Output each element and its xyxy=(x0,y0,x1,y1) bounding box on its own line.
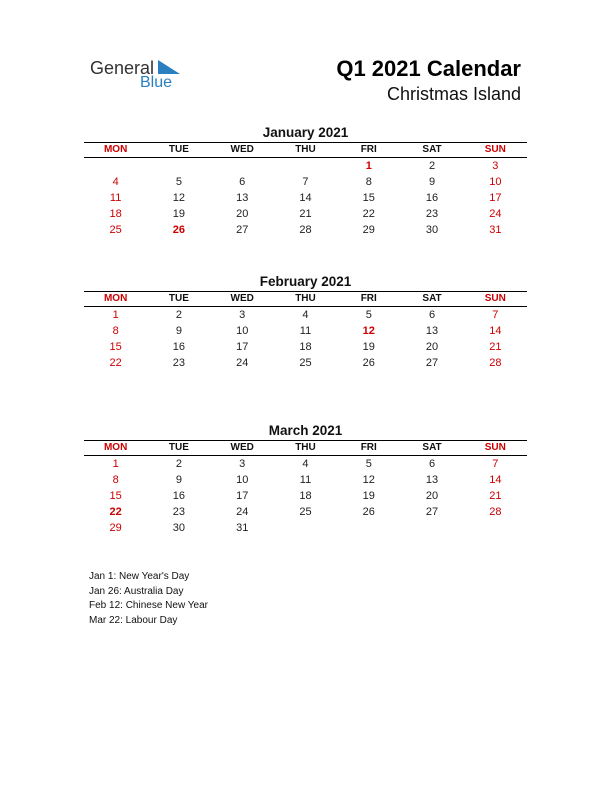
day-cell: 24 xyxy=(236,506,249,518)
day-cell: 14 xyxy=(299,192,312,204)
day-cell: 8 xyxy=(112,474,119,486)
day-cell: 4 xyxy=(302,458,309,470)
day-cell: 24 xyxy=(489,208,502,220)
day-cell: 13 xyxy=(236,192,249,204)
day-cell: 20 xyxy=(425,341,439,353)
day-cell: 18 xyxy=(299,341,312,353)
logo-text-general: General xyxy=(90,58,155,78)
day-cell: 3 xyxy=(492,160,499,172)
week-row xyxy=(84,339,527,355)
day-cell: 8 xyxy=(112,325,119,337)
month-january xyxy=(84,124,527,238)
weekday-header: MON xyxy=(103,144,128,155)
weekday-header: TUE xyxy=(168,293,189,304)
day-cell: 30 xyxy=(172,522,186,534)
weekday-header-row xyxy=(84,142,527,158)
day-cell xyxy=(400,520,463,536)
day-cell: 27 xyxy=(425,506,439,518)
day-cell: 9 xyxy=(175,325,182,337)
day-cell: 3 xyxy=(239,309,246,321)
weekday-header: SUN xyxy=(484,293,506,304)
day-cell: 21 xyxy=(299,208,312,220)
day-cell: 2 xyxy=(428,160,436,172)
day-cell: 25 xyxy=(299,506,312,518)
day-cell: 2 xyxy=(175,309,182,321)
weekday-header: SAT xyxy=(422,144,442,155)
day-cell: 19 xyxy=(172,208,186,220)
weekday-header-row xyxy=(84,291,527,307)
brand-logo xyxy=(90,56,200,96)
weekday-header: FRI xyxy=(360,442,377,453)
holiday-note: Jan 26: Australia Day xyxy=(89,585,184,597)
day-cell: 18 xyxy=(299,490,312,502)
weekday-header: WED xyxy=(230,293,254,304)
logo-flag-icon xyxy=(158,60,180,74)
day-cell: 9 xyxy=(175,474,182,486)
day-cell: 11 xyxy=(109,192,122,204)
day-cell: 23 xyxy=(172,506,186,518)
day-cell: 5 xyxy=(175,176,182,188)
month-title: January 2021 xyxy=(262,125,349,140)
week-row xyxy=(84,158,527,174)
day-cell: 7 xyxy=(302,176,309,188)
day-cell: 18 xyxy=(109,208,122,220)
day-cell: 22 xyxy=(109,357,122,369)
day-cell: 11 xyxy=(299,474,312,486)
day-cell: 16 xyxy=(425,192,439,204)
week-row xyxy=(84,190,527,206)
day-cell: 22 xyxy=(109,506,122,518)
week-row xyxy=(84,472,527,488)
day-cell: 28 xyxy=(489,506,502,518)
day-cell: 14 xyxy=(489,474,502,486)
day-cell: 28 xyxy=(299,224,312,236)
day-cell: 1 xyxy=(112,309,119,321)
week-row xyxy=(84,488,527,504)
day-cell: 3 xyxy=(239,458,246,470)
day-cell: 4 xyxy=(302,309,309,321)
weekday-header: WED xyxy=(230,442,254,453)
day-cell: 23 xyxy=(172,357,186,369)
holiday-note: Mar 22: Labour Day xyxy=(89,614,178,626)
week-row xyxy=(84,222,527,238)
weekday-header: THU xyxy=(295,144,316,155)
day-cell: 29 xyxy=(109,522,122,534)
day-cell: 25 xyxy=(109,224,122,236)
month-title: March 2021 xyxy=(268,423,343,438)
weekday-header: MON xyxy=(103,442,128,453)
weekday-header: TUE xyxy=(168,442,189,453)
day-cell: 22 xyxy=(362,208,375,220)
day-cell: 1 xyxy=(365,160,372,172)
week-row xyxy=(84,520,527,536)
day-cell: 10 xyxy=(236,325,249,337)
day-cell: 27 xyxy=(425,357,439,369)
week-row xyxy=(84,174,527,190)
weekday-header: MON xyxy=(103,293,128,304)
weekday-header: THU xyxy=(295,442,316,453)
day-cell: 12 xyxy=(172,192,186,204)
holiday-note: Jan 1: New Year's Day xyxy=(89,571,190,582)
day-cell: 2 xyxy=(175,458,182,470)
day-cell: 10 xyxy=(489,176,502,188)
weekday-header-row xyxy=(84,440,527,456)
weekday-header: TUE xyxy=(168,144,189,155)
weekday-header: THU xyxy=(295,293,316,304)
day-cell: 7 xyxy=(492,458,499,470)
day-cell: 23 xyxy=(425,208,439,220)
day-cell: 20 xyxy=(425,490,439,502)
day-cell: 20 xyxy=(236,208,249,220)
logo-text-blue: Blue xyxy=(140,74,173,91)
day-cell: 15 xyxy=(109,490,122,502)
day-cell: 4 xyxy=(112,176,119,188)
month-february xyxy=(84,273,527,371)
day-cell xyxy=(147,158,210,174)
month-march xyxy=(84,422,527,536)
weekday-header: SAT xyxy=(422,293,442,304)
day-cell: 21 xyxy=(489,490,502,502)
day-cell: 16 xyxy=(172,490,186,502)
day-cell: 7 xyxy=(492,309,499,321)
day-cell: 6 xyxy=(428,309,436,321)
day-cell: 12 xyxy=(362,474,375,486)
day-cell: 26 xyxy=(172,224,186,236)
day-cell: 14 xyxy=(489,325,502,337)
weekday-header: FRI xyxy=(360,144,377,155)
day-cell: 28 xyxy=(489,357,502,369)
day-cell: 31 xyxy=(236,522,249,534)
day-cell: 17 xyxy=(236,341,249,353)
day-cell: 26 xyxy=(362,506,375,518)
day-cell: 15 xyxy=(109,341,122,353)
weekday-header: FRI xyxy=(360,293,377,304)
day-cell xyxy=(211,158,274,174)
weekday-header: SAT xyxy=(422,442,442,453)
day-cell: 27 xyxy=(236,224,249,236)
weekday-header: WED xyxy=(230,144,254,155)
day-cell xyxy=(464,520,527,536)
week-row xyxy=(84,323,527,339)
day-cell: 17 xyxy=(236,490,249,502)
day-cell: 24 xyxy=(236,357,249,369)
day-cell: 15 xyxy=(362,192,375,204)
day-cell: 6 xyxy=(428,458,436,470)
day-cell: 30 xyxy=(425,224,439,236)
day-cell: 19 xyxy=(362,490,375,502)
weekday-header: SUN xyxy=(484,144,506,155)
day-cell: 17 xyxy=(489,192,502,204)
day-cell: 13 xyxy=(425,474,439,486)
day-cell: 13 xyxy=(425,325,439,337)
day-cell: 11 xyxy=(299,325,312,337)
month-title: February 2021 xyxy=(259,274,352,289)
day-cell xyxy=(274,158,337,174)
page-subtitle: Christmas Island xyxy=(386,84,521,104)
holiday-note: Feb 12: Chinese New Year xyxy=(89,600,208,611)
day-cell xyxy=(274,520,337,536)
day-cell: 31 xyxy=(489,224,502,236)
day-cell xyxy=(337,520,400,536)
day-cell: 16 xyxy=(172,341,186,353)
day-cell: 8 xyxy=(365,176,372,188)
day-cell: 9 xyxy=(428,176,436,188)
day-cell xyxy=(84,158,147,174)
week-row xyxy=(84,456,527,472)
week-row xyxy=(84,355,527,371)
week-row xyxy=(84,206,527,222)
day-cell: 5 xyxy=(365,458,372,470)
day-cell: 5 xyxy=(365,309,372,321)
day-cell: 29 xyxy=(362,224,375,236)
day-cell: 10 xyxy=(236,474,249,486)
day-cell: 25 xyxy=(299,357,312,369)
week-row xyxy=(84,504,527,520)
week-row xyxy=(84,307,527,323)
weekday-header: SUN xyxy=(484,442,506,453)
day-cell: 21 xyxy=(489,341,502,353)
day-cell: 26 xyxy=(362,357,375,369)
day-cell: 12 xyxy=(362,325,375,337)
holiday-notes xyxy=(89,570,208,628)
day-cell: 1 xyxy=(112,458,119,470)
page-title: Q1 2021 Calendar xyxy=(336,56,521,81)
day-cell: 6 xyxy=(239,176,246,188)
day-cell: 19 xyxy=(362,341,375,353)
